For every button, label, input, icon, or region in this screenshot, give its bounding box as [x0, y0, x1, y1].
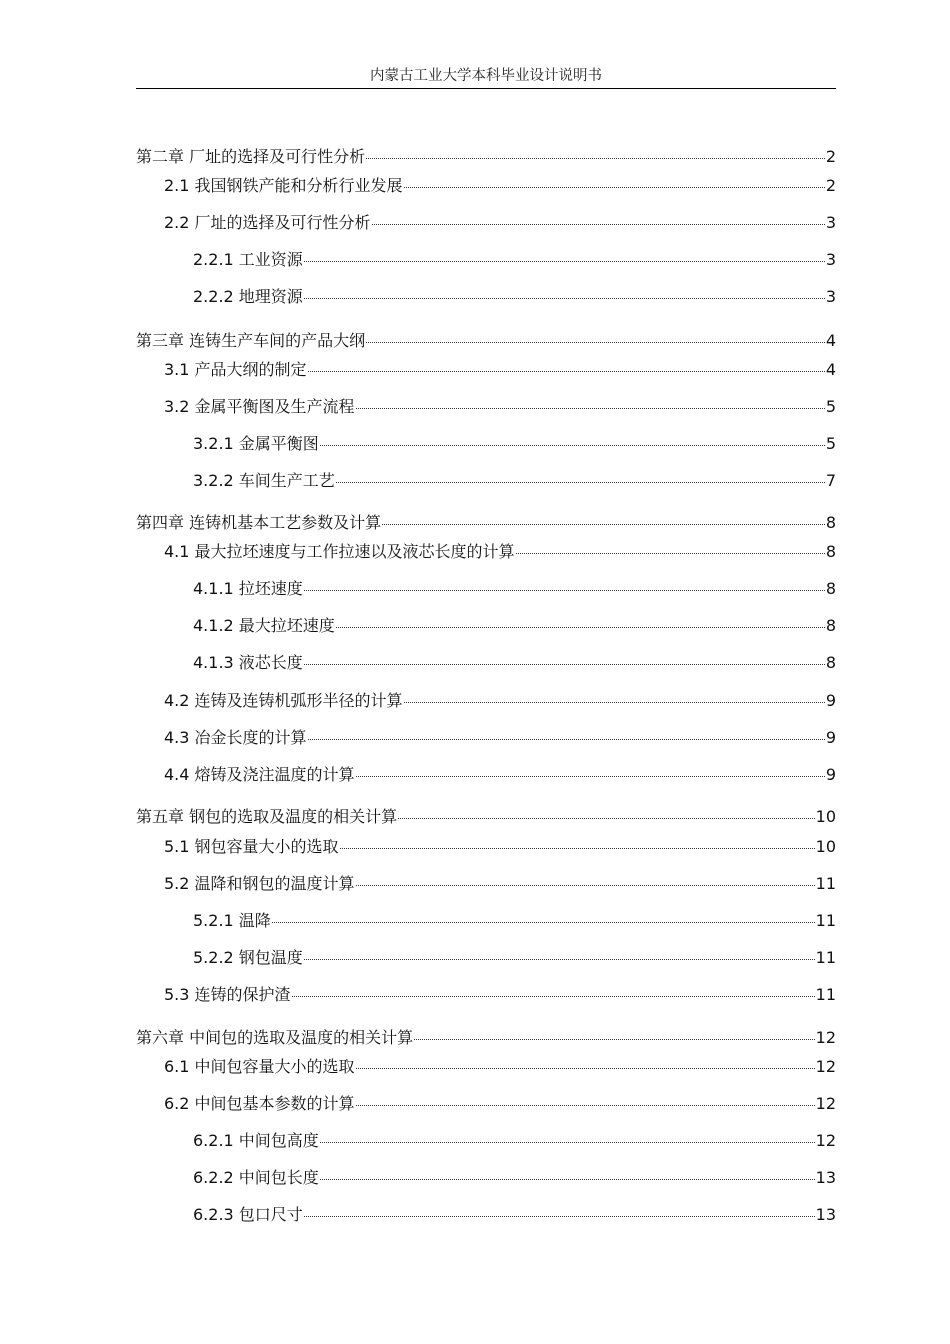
toc-entry-label: 第六章 中间包的选取及温度的相关计算	[136, 1028, 414, 1047]
toc-entry-label: 4.1.3 液芯长度	[193, 653, 303, 672]
toc-entry[interactable]	[164, 1054, 836, 1077]
toc-entry[interactable]	[193, 908, 836, 931]
toc-entry-page: 10	[815, 807, 836, 826]
toc-entry-label: 3.2.2 车间生产工艺	[193, 471, 335, 490]
toc-entry-page: 8	[825, 616, 836, 635]
dot-leader	[356, 1068, 815, 1069]
dot-leader	[304, 1216, 815, 1217]
toc-entry-page: 3	[825, 287, 836, 306]
dot-leader	[308, 371, 825, 372]
toc-entry-page: 8	[825, 542, 836, 561]
toc-entry-page: 5	[825, 397, 836, 416]
toc-entry-page: 9	[825, 691, 836, 710]
toc-entry[interactable]	[164, 871, 836, 894]
toc-entry-page: 2	[825, 147, 836, 166]
dot-leader	[304, 959, 815, 960]
toc-entry-label: 5.3 连铸的保护渣	[164, 985, 291, 1004]
toc-entry-label: 4.3 冶金长度的计算	[164, 728, 307, 747]
toc-entry-page: 11	[815, 985, 836, 1004]
toc-entry-label: 6.2 中间包基本参数的计算	[164, 1094, 355, 1113]
dot-leader	[336, 627, 825, 628]
toc-entry[interactable]	[136, 328, 836, 351]
page-header	[136, 66, 836, 89]
toc-entry-page: 12	[815, 1057, 836, 1076]
dot-leader	[398, 818, 815, 819]
dot-leader	[366, 158, 825, 159]
dot-leader	[356, 408, 825, 409]
toc-entry-label: 2.2.2 地理资源	[193, 287, 303, 306]
toc-entry-page: 8	[825, 579, 836, 598]
toc-entry[interactable]	[164, 1091, 836, 1114]
toc-entry-page: 8	[825, 653, 836, 672]
toc-entry[interactable]	[164, 688, 836, 711]
toc-entry-page: 11	[815, 911, 836, 930]
toc-entry-label: 第四章 连铸机基本工艺参数及计算	[136, 513, 382, 532]
toc-entry-page: 10	[815, 837, 836, 856]
toc-entry-page: 11	[815, 874, 836, 893]
toc-entry-label: 2.2 厂址的选择及可行性分析	[164, 213, 371, 232]
toc-entry-page: 2	[825, 176, 836, 195]
toc-entry[interactable]	[193, 468, 836, 491]
toc-entry[interactable]	[193, 613, 836, 636]
toc-entry-label: 2.1 我国钢铁产能和分析行业发展	[164, 176, 403, 195]
toc-entry-label: 4.1 最大拉坯速度与工作拉速以及液芯长度的计算	[164, 542, 515, 561]
toc-entry-label: 5.2.1 温降	[193, 911, 271, 930]
toc-entry-label: 4.4 熔铸及浇注温度的计算	[164, 765, 355, 784]
dot-leader	[356, 1105, 815, 1106]
toc-entry-label: 6.2.2 中间包长度	[193, 1168, 319, 1187]
dot-leader	[308, 739, 825, 740]
toc-entry-label: 第五章 钢包的选取及温度的相关计算	[136, 807, 398, 826]
toc-entry[interactable]	[193, 247, 836, 270]
toc-entry-page: 12	[815, 1028, 836, 1047]
dot-leader	[340, 848, 815, 849]
toc-entry[interactable]	[193, 576, 836, 599]
toc-entry-page: 8	[825, 513, 836, 532]
toc-entry[interactable]	[164, 173, 836, 196]
toc-entry-label: 3.2.1 金属平衡图	[193, 434, 319, 453]
dot-leader	[372, 224, 825, 225]
toc-entry-page: 9	[825, 765, 836, 784]
dot-leader	[320, 1179, 815, 1180]
dot-leader	[356, 776, 825, 777]
toc-entry[interactable]	[193, 284, 836, 307]
dot-leader	[292, 996, 815, 997]
dot-leader	[382, 524, 825, 525]
dot-leader	[320, 445, 825, 446]
toc-entry-page: 5	[825, 434, 836, 453]
toc-entry-page: 4	[825, 331, 836, 350]
toc-entry[interactable]	[193, 650, 836, 673]
toc-entry-page: 7	[825, 471, 836, 490]
toc-entry-label: 6.2.1 中间包高度	[193, 1131, 319, 1150]
toc-entry-label: 4.1.2 最大拉坯速度	[193, 616, 335, 635]
dot-leader	[404, 702, 825, 703]
header-title: 内蒙古工业大学本科毕业设计说明书	[370, 68, 602, 84]
toc-entry[interactable]	[164, 982, 836, 1005]
toc-entry-page: 13	[815, 1205, 836, 1224]
toc-entry-label: 第二章 厂址的选择及可行性分析	[136, 147, 366, 166]
dot-leader	[272, 922, 815, 923]
toc-entry[interactable]	[164, 394, 836, 417]
dot-leader	[336, 482, 825, 483]
toc-entry[interactable]	[164, 762, 836, 785]
toc-entry[interactable]	[193, 1202, 836, 1225]
dot-leader	[304, 664, 825, 665]
dot-leader	[304, 298, 825, 299]
toc-entry[interactable]	[136, 510, 836, 533]
toc-entry-label: 6.2.3 包口尺寸	[193, 1205, 303, 1224]
toc-entry-page: 12	[815, 1131, 836, 1150]
toc-entry-label: 2.2.1 工业资源	[193, 250, 303, 269]
toc-entry[interactable]	[136, 144, 836, 167]
toc-entry-label: 5.2.2 钢包温度	[193, 948, 303, 967]
toc-entry[interactable]	[136, 1025, 836, 1048]
toc-entry[interactable]	[193, 1165, 836, 1188]
toc-entry-label: 3.2 金属平衡图及生产流程	[164, 397, 355, 416]
toc-entry-label: 第三章 连铸生产车间的产品大纲	[136, 331, 366, 350]
dot-leader	[516, 553, 825, 554]
toc-entry-page: 12	[815, 1094, 836, 1113]
toc-entry-label: 3.1 产品大纲的制定	[164, 360, 307, 379]
dot-leader	[304, 590, 825, 591]
toc-entry[interactable]	[193, 1128, 836, 1151]
toc-entry-label: 6.1 中间包容量大小的选取	[164, 1057, 355, 1076]
toc-entry-label: 5.2 温降和钢包的温度计算	[164, 874, 355, 893]
toc-entry[interactable]	[164, 539, 836, 562]
dot-leader	[304, 261, 825, 262]
toc-entry-label: 4.1.1 拉坯速度	[193, 579, 303, 598]
toc-entry[interactable]	[164, 210, 836, 233]
toc-entry[interactable]	[193, 945, 836, 968]
toc-entry[interactable]	[164, 725, 836, 748]
dot-leader	[414, 1039, 815, 1040]
toc-entry-page: 3	[825, 250, 836, 269]
toc-entry[interactable]	[193, 431, 836, 454]
toc-entry-page: 11	[815, 948, 836, 967]
toc-entry[interactable]	[136, 804, 836, 827]
toc-entry-label: 4.2 连铸及连铸机弧形半径的计算	[164, 691, 403, 710]
toc-entry[interactable]	[164, 834, 836, 857]
dot-leader	[366, 342, 825, 343]
toc-entry-page: 3	[825, 213, 836, 232]
dot-leader	[320, 1142, 815, 1143]
dot-leader	[404, 187, 825, 188]
toc-entry-page: 9	[825, 728, 836, 747]
toc-entry-page: 4	[825, 360, 836, 379]
toc-entry[interactable]	[164, 357, 836, 380]
toc-entry-page: 13	[815, 1168, 836, 1187]
dot-leader	[356, 885, 815, 886]
toc-entry-label: 5.1 钢包容量大小的选取	[164, 837, 339, 856]
